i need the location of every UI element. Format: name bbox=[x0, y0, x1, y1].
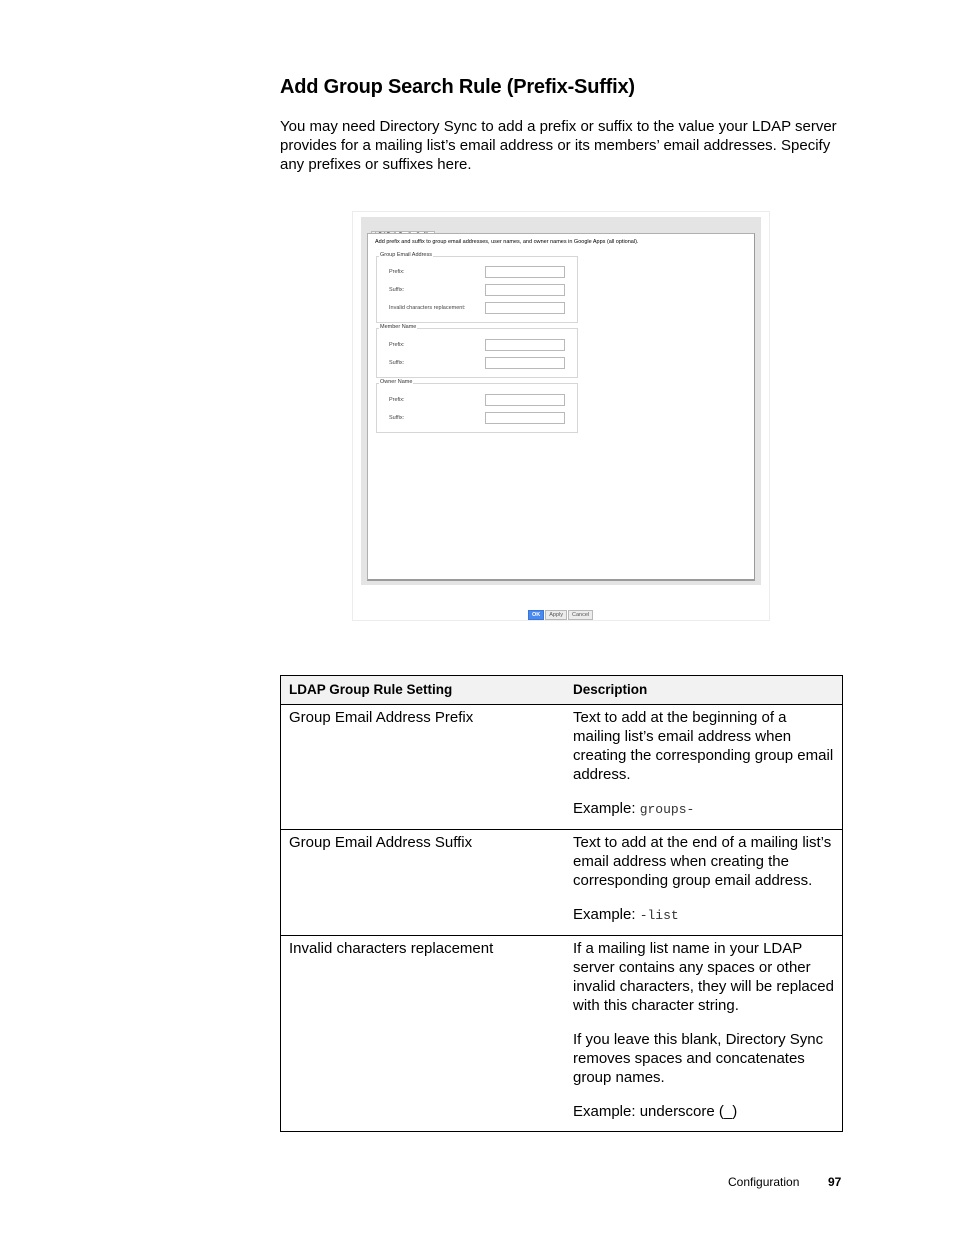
form-row bbox=[389, 302, 569, 314]
description-text: Text to add at the beginning of a mailing list’s email address when creating the corresponding group email address. bbox=[573, 709, 834, 783]
description-cell bbox=[565, 705, 843, 830]
group-email-address-fieldset bbox=[376, 252, 578, 323]
cancel-button[interactable]: Cancel bbox=[568, 610, 593, 620]
member-name-fieldset bbox=[376, 324, 578, 378]
ok-button[interactable]: OK bbox=[528, 610, 544, 620]
description-text: Text to add at the end of a mailing list’s email address when creating the corresponding group email address. bbox=[573, 834, 832, 889]
form-row bbox=[389, 394, 569, 406]
column-header-description: Description bbox=[565, 676, 843, 705]
fieldset-title: Member Name bbox=[380, 324, 417, 330]
form-row bbox=[389, 284, 569, 296]
owner-name-fieldset bbox=[376, 379, 578, 433]
field-label: Suffix: bbox=[389, 415, 405, 421]
setting-cell: Invalid characters replacement bbox=[281, 936, 566, 1132]
column-header-setting: LDAP Group Rule Setting bbox=[281, 676, 566, 705]
invalid-characters-input[interactable] bbox=[485, 302, 565, 314]
group-suffix-input[interactable] bbox=[485, 284, 565, 296]
table-row bbox=[281, 936, 843, 1132]
fieldset-title: Group Email Address bbox=[380, 252, 432, 258]
description-text: Example: underscore (_) bbox=[573, 1103, 738, 1120]
field-label: Invalid characters replacement: bbox=[389, 305, 466, 311]
example-line bbox=[573, 799, 834, 819]
setting-cell: Group Email Address Suffix bbox=[281, 830, 566, 936]
example-code: groups- bbox=[639, 802, 695, 817]
example-label: Example: bbox=[573, 906, 636, 923]
owner-suffix-input[interactable] bbox=[485, 412, 565, 424]
field-label: Prefix: bbox=[389, 397, 405, 403]
example-line bbox=[573, 905, 834, 925]
setting-cell: Group Email Address Prefix bbox=[281, 705, 566, 830]
form-row bbox=[389, 266, 569, 278]
dialog-buttons bbox=[528, 603, 594, 621]
tab-bar bbox=[371, 223, 435, 233]
footer-section-name: Configuration bbox=[728, 1175, 800, 1189]
description-text: If a mailing list name in your LDAP server contains any spaces or other invalid characters, they will be replaced with this character string. bbox=[573, 940, 834, 1014]
description-cell bbox=[565, 830, 843, 936]
example-label: Example: bbox=[573, 800, 636, 817]
member-prefix-input[interactable] bbox=[485, 339, 565, 351]
section-heading: Add Group Search Rule (Prefix-Suffix) bbox=[280, 76, 635, 98]
form-row bbox=[389, 357, 569, 369]
apply-button[interactable]: Apply bbox=[545, 610, 567, 620]
form-row bbox=[389, 412, 569, 424]
field-label: Suffix: bbox=[389, 287, 405, 293]
settings-panel bbox=[361, 217, 761, 585]
settings-table bbox=[280, 675, 843, 1132]
field-label: Prefix: bbox=[389, 269, 405, 275]
table-row bbox=[281, 705, 843, 830]
table-header-row bbox=[281, 676, 843, 705]
intro-paragraph: You may need Directory Sync to add a prefix or suffix to the value your LDAP server provides for a mailing list’s email address or its members’ email addresses. Specify any prefixes or suffixes here. bbox=[280, 118, 837, 173]
owner-prefix-input[interactable] bbox=[485, 394, 565, 406]
group-prefix-input[interactable] bbox=[485, 266, 565, 278]
page-number: 97 bbox=[828, 1175, 842, 1189]
example-code: -list bbox=[639, 908, 679, 923]
form-row bbox=[389, 339, 569, 351]
form-note: Add prefix and suffix to group email addresses, user names, and owner names in Google Apps (all optional). bbox=[375, 239, 639, 245]
field-label: Prefix: bbox=[389, 342, 405, 348]
fieldset-title: Owner Name bbox=[380, 379, 413, 385]
description-text: If you leave this blank, Directory Sync removes spaces and concatenates group names. bbox=[573, 1031, 824, 1086]
settings-screenshot bbox=[352, 211, 770, 621]
description-cell bbox=[565, 936, 843, 1132]
member-suffix-input[interactable] bbox=[485, 357, 565, 369]
prefix-suffix-form bbox=[367, 233, 755, 581]
table-row bbox=[281, 830, 843, 936]
field-label: Suffix: bbox=[389, 360, 405, 366]
